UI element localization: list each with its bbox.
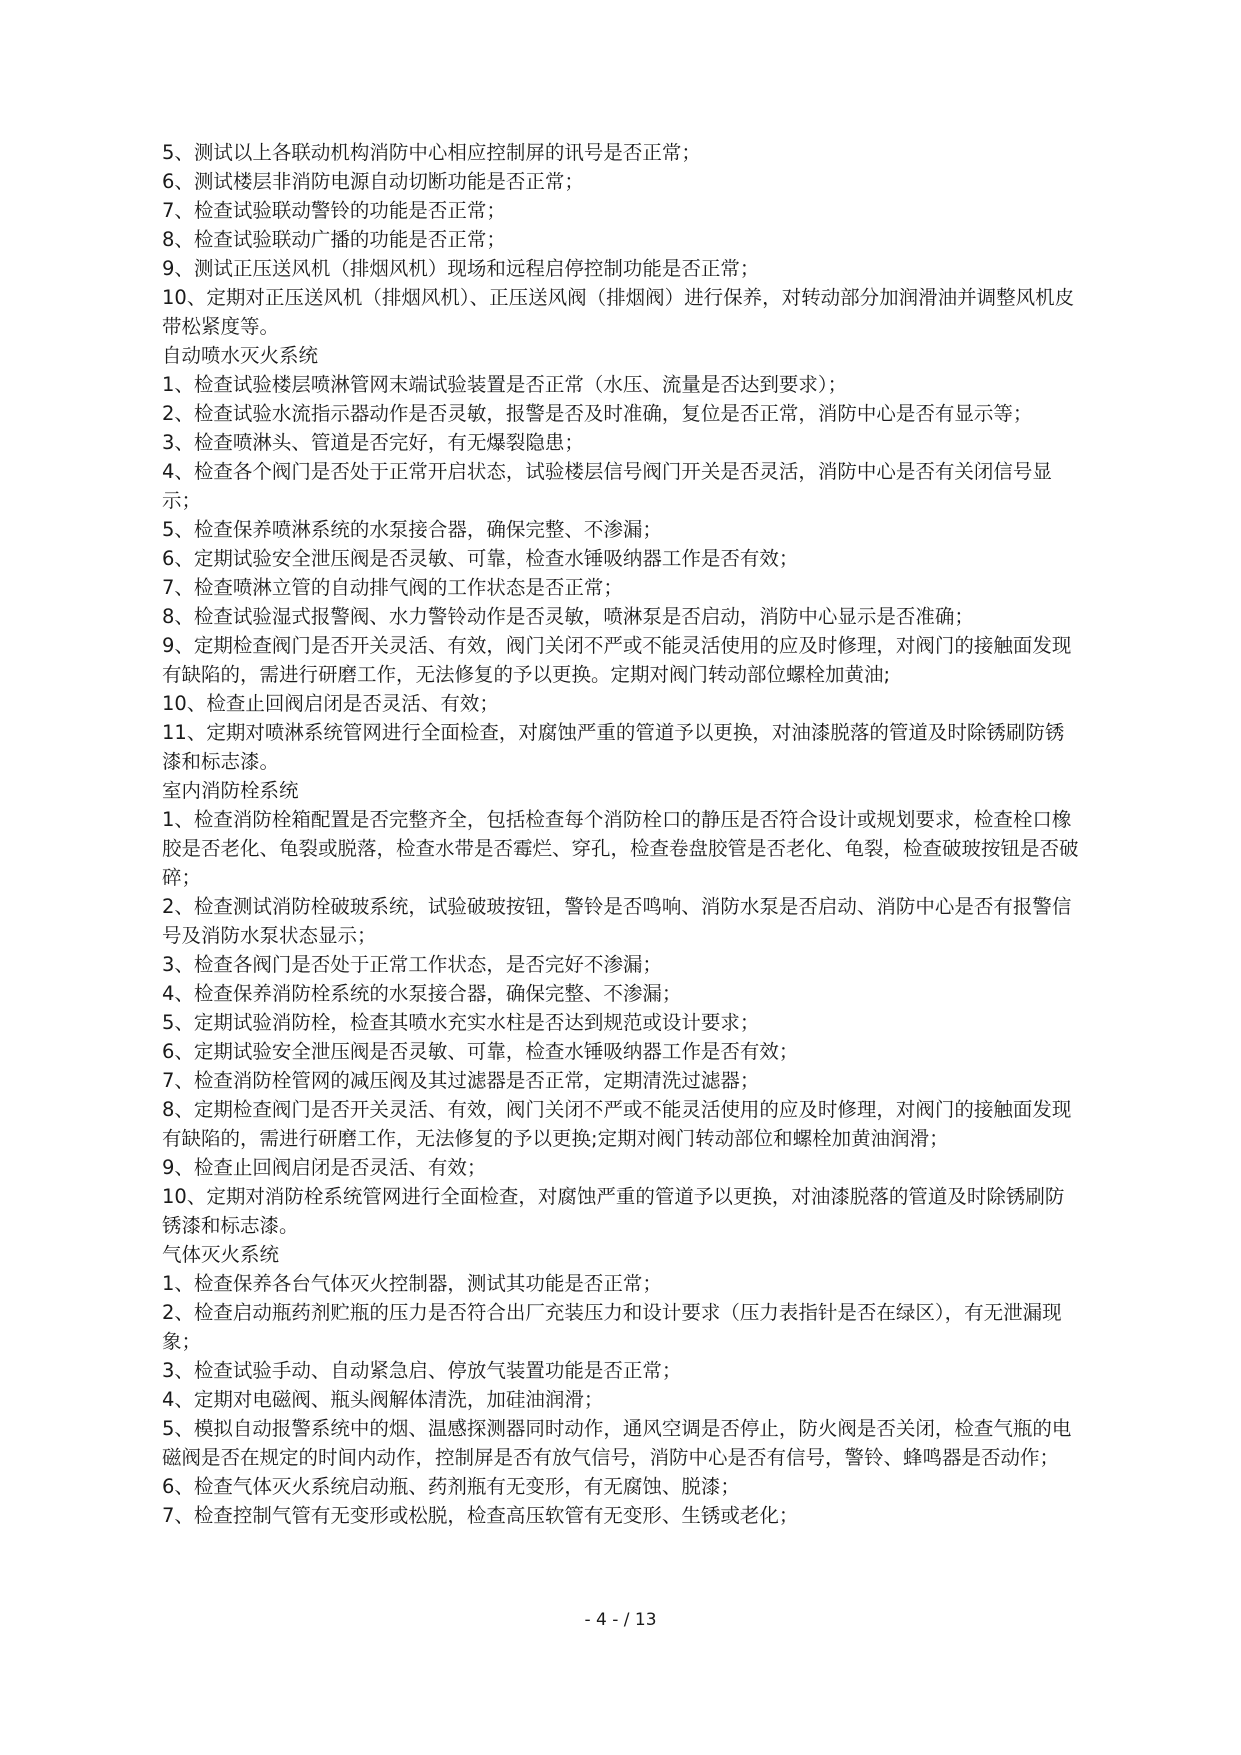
list-item: 7、检查喷淋立管的自动排气阀的工作状态是否正常； xyxy=(162,576,623,599)
list-item: 7、检查试验联动警铃的功能是否正常； xyxy=(162,199,506,222)
document-content xyxy=(162,138,1080,1530)
list-item: 4、检查保养消防栓系统的水泵接合器，确保完整、不渗漏； xyxy=(162,982,682,1005)
list-item: 11、定期对喷淋系统管网进行全面检查，对腐蚀严重的管道予以更换，对油漆脱落的管道及时除锈刷防锈漆和标志漆。 xyxy=(162,721,1065,773)
list-item: 2、检查启动瓶药剂贮瓶的压力是否符合出厂充装压力和设计要求（压力表指针是否在绿区），有无泄漏现象； xyxy=(162,1301,1062,1353)
list-item: 2、检查测试消防栓破玻系统，试验破玻按钮，警铃是否鸣响、消防水泵是否启动、消防中心是否有报警信号及消防水泵状态显示； xyxy=(162,895,1072,947)
list-item: 4、检查各个阀门是否处于正常开启状态，试验楼层信号阀门开关是否灵活，消防中心是否有关闭信号显示； xyxy=(162,460,1052,512)
section-heading: 气体灭火系统 xyxy=(162,1243,280,1266)
list-item: 10、定期对正压送风机（排烟风机）、正压送风阀（排烟阀）进行保养，对转动部分加润滑油并调整风机皮带松紧度等。 xyxy=(162,286,1075,338)
list-item: 7、检查消防栓管网的减压阀及其过滤器是否正常，定期清洗过滤器； xyxy=(162,1069,760,1092)
list-item: 3、检查试验手动、自动紧急启、停放气装置功能是否正常； xyxy=(162,1359,682,1382)
list-item: 8、检查试验湿式报警阀、水力警铃动作是否灵敏，喷淋泵是否启动，消防中心显示是否准确； xyxy=(162,605,974,628)
list-item: 6、测试楼层非消防电源自动切断功能是否正常； xyxy=(162,170,584,193)
list-item: 5、定期试验消防栓，检查其喷水充实水柱是否达到规范或设计要求； xyxy=(162,1011,760,1034)
list-item: 1、检查保养各台气体灭火控制器，测试其功能是否正常； xyxy=(162,1272,662,1295)
list-item: 9、定期检查阀门是否开关灵活、有效，阀门关闭不严或不能灵活使用的应及时修理，对阀门的接触面发现有缺陷的，需进行研磨工作，无法修复的予以更换。定期对阀门转动部位螺栓加黄油; xyxy=(162,634,1072,686)
list-item: 8、定期检查阀门是否开关灵活、有效，阀门关闭不严或不能灵活使用的应及时修理，对阀门的接触面发现有缺陷的，需进行研磨工作，无法修复的予以更换;定期对阀门转动部位和螺栓加黄油润滑； xyxy=(162,1098,1072,1150)
list-item: 6、检查气体灭火系统启动瓶、药剂瓶有无变形，有无腐蚀、脱漆； xyxy=(162,1475,740,1498)
list-item: 8、检查试验联动广播的功能是否正常； xyxy=(162,228,506,251)
list-item: 10、检查止回阀启闭是否灵活、有效； xyxy=(162,692,499,715)
list-item: 5、检查保养喷淋系统的水泵接合器，确保完整、不渗漏； xyxy=(162,518,662,541)
section-heading: 自动喷水灭火系统 xyxy=(162,344,319,367)
list-item: 5、测试以上各联动机构消防中心相应控制屏的讯号是否正常； xyxy=(162,141,701,164)
document-body xyxy=(162,138,1080,1530)
section-heading: 室内消防栓系统 xyxy=(162,779,299,802)
list-item: 6、定期试验安全泄压阀是否灵敏、可靠，检查水锤吸纳器工作是否有效； xyxy=(162,1040,799,1063)
list-item: 3、检查各阀门是否处于正常工作状态，是否完好不渗漏； xyxy=(162,953,662,976)
page-number: - 4 - / 13 xyxy=(584,1610,657,1630)
list-item: 2、检查试验水流指示器动作是否灵敏，报警是否及时准确，复位是否正常，消防中心是否有显示等； xyxy=(162,402,1033,425)
list-item: 1、检查试验楼层喷淋管网末端试验装置是否正常（水压、流量是否达到要求）； xyxy=(162,373,848,396)
list-item: 10、定期对消防栓系统管网进行全面检查，对腐蚀严重的管道予以更换，对油漆脱落的管道及时除锈刷防锈漆和标志漆。 xyxy=(162,1185,1065,1237)
list-item: 5、模拟自动报警系统中的烟、温感探测器同时动作，通风空调是否停止，防火阀是否关闭，检查气瓶的电磁阀是否在规定的时间内动作，控制屏是否有放气信号，消防中心是否有信号，警铃、蜂鸣器是否动作； xyxy=(162,1417,1072,1469)
list-item: 6、定期试验安全泄压阀是否灵敏、可靠，检查水锤吸纳器工作是否有效； xyxy=(162,547,799,570)
list-item: 7、检查控制气管有无变形或松脱，检查高压软管有无变形、生锈或老化； xyxy=(162,1504,799,1527)
list-item: 9、测试正压送风机（排烟风机）现场和远程启停控制功能是否正常； xyxy=(162,257,760,280)
list-item: 9、检查止回阀启闭是否灵活、有效； xyxy=(162,1156,487,1179)
list-item: 1、检查消防栓箱配置是否完整齐全，包括检查每个消防栓口的静压是否符合设计或规划要求，检查栓口橡胶是否老化、龟裂或脱落，检查水带是否霉烂、穿孔，检查卷盘胶管是否老化、龟裂，检查破玻按钮是否破碎； xyxy=(162,808,1079,889)
list-item: 3、检查喷淋头、管道是否完好，有无爆裂隐患； xyxy=(162,431,584,454)
list-item: 4、定期对电磁阀、瓶头阀解体清洗，加硅油润滑； xyxy=(162,1388,604,1411)
